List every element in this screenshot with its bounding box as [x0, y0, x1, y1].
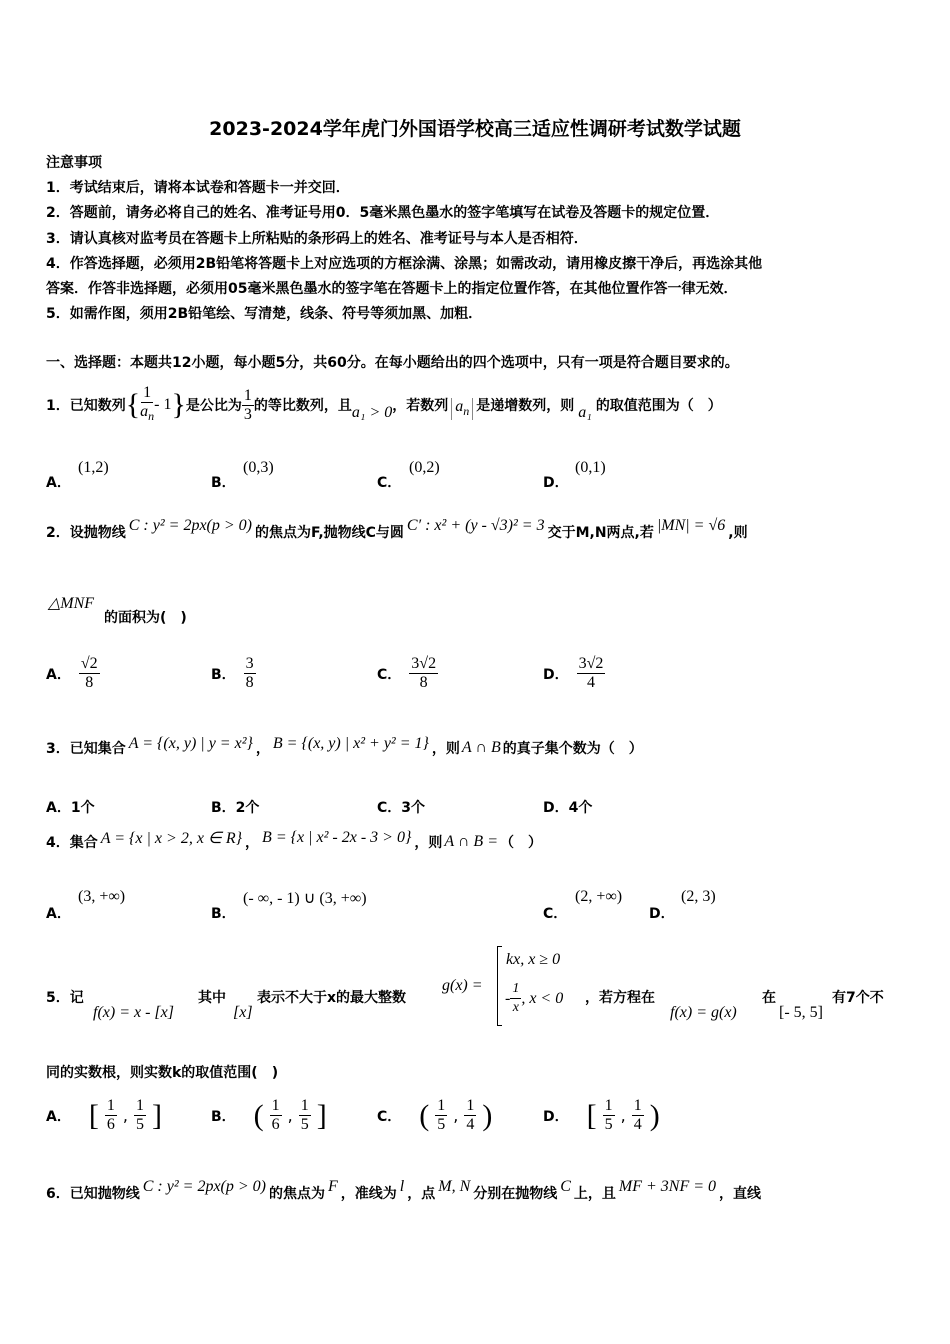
q2-option-c[interactable]: C． $\frac{3√2}{8}$	[377, 655, 437, 691]
q6-vector-eq: MF + 3NF = 0	[618, 1178, 717, 1195]
q1-option-a-value: (1,2)	[78, 459, 109, 476]
note-item: 2．答题前，请务必将自己的姓名、准考证号用0．5毫米黑色墨水的签字笔填写在试卷及答题卡的规定位置．	[46, 205, 720, 221]
q1-text: 的等比数列，且	[253, 398, 352, 414]
q2-number: 2．设抛物线	[46, 525, 126, 541]
q5-case-1: kx, x ≥ 0	[506, 951, 561, 968]
q5-text: ，若方程在	[585, 990, 655, 1006]
q2-text: 交于M,N两点,若	[547, 525, 654, 541]
q5-case-2: - $\frac{1}{x}$ , x < 0	[505, 981, 564, 1015]
q2-text: 的焦点为F,抛物线C与圆	[255, 525, 404, 541]
q4-number: 4．集合	[46, 835, 98, 851]
q4-intersection: A ∩ B =	[444, 833, 498, 850]
q1-fraction: $\frac{1}{a_n}$	[140, 384, 155, 424]
q2-mn: |MN| = √6	[656, 517, 726, 534]
question-2	[46, 517, 748, 542]
q1-option-c-value: (0,2)	[409, 459, 440, 476]
q5-option-b[interactable]: B． ( $\frac{1}{6}$ , $\frac{1}{5}$ ]	[211, 1097, 327, 1133]
brace-open: {	[125, 388, 141, 421]
q1-option-b[interactable]: B．	[211, 475, 236, 491]
q1-ratio: $\frac{1}{3}$	[243, 386, 252, 423]
q2-text: ,则	[728, 525, 748, 541]
q5-bracket: [x]	[233, 1004, 253, 1021]
q5-f: f(x) = x - [x]	[93, 1004, 174, 1021]
q2-option-b[interactable]: B． $\frac{3}{8}$	[211, 655, 254, 691]
q3-number: 3．已知集合	[46, 741, 126, 757]
q5-text-line2: 同的实数根，则实数k的取值范围( )	[46, 1065, 279, 1081]
question-6: 6．已知抛物线 C : y² = 2px(p > 0) 的焦点为 F ，准线为 l ，点 M, N 分别在抛物线 C 上，且 MF + 3NF = 0 ，直线	[46, 1178, 762, 1202]
q2-option-a[interactable]: A． $\frac{√2}{8}$	[46, 655, 98, 691]
notes-heading: 注意事项	[46, 155, 102, 171]
q3-intersection: A ∩ B	[461, 739, 501, 756]
q1-option-b-value: (0,3)	[243, 459, 274, 476]
q4-set-a: A = {x | x > 2, x ∈ R}	[100, 830, 243, 847]
q5-text: 在	[762, 990, 776, 1006]
q5-option-c[interactable]: C． ( $\frac{1}{5}$ , $\frac{1}{4}$ )	[377, 1097, 493, 1133]
q4-option-a[interactable]: A．	[46, 906, 71, 922]
q5-text: 表示不大于x的最大整数	[257, 990, 407, 1006]
q1-option-d-value: (0,1)	[575, 459, 606, 476]
q4-option-a-value: (3, +∞)	[78, 888, 126, 905]
q3-option-c[interactable]: C．3个	[377, 800, 426, 816]
q6-parabola: C : y² = 2px(p > 0)	[142, 1178, 266, 1195]
note-item: 3．请认真核对监考员在答题卡上所粘贴的条形码上的姓名、准考证号与本人是否相符．	[46, 231, 588, 247]
q1-sequence: $a_n$	[451, 398, 473, 419]
section-heading: 一、选择题：本题共12小题，每小题5分，共60分。在每小题给出的四个选项中，只有一项是符合题目要求的。	[46, 355, 739, 371]
q5-number: 5．记	[46, 990, 84, 1006]
q1-text: ，若数列	[392, 398, 449, 414]
q4-option-d-value: (2, 3)	[681, 888, 716, 905]
q5-text: 其中	[198, 990, 226, 1006]
q4-option-c[interactable]: C．	[543, 906, 568, 922]
q5-interval: [- 5, 5]	[779, 1004, 823, 1021]
q2-circle: C′ : x² + (y - √3)² = 3	[406, 517, 545, 534]
q1-option-a[interactable]: A．	[46, 475, 71, 491]
q5-equation: f(x) = g(x)	[670, 1004, 737, 1021]
q1-option-c[interactable]: C．	[377, 475, 402, 491]
note-item: 4．作答选择题，必须用2B铅笔将答题卡上对应选项的方框涂满、涂黑；如需改动，请用橡皮擦干净后，再选涂其他	[46, 256, 763, 272]
question-1	[46, 375, 722, 435]
q1-text: 是公比为	[185, 398, 242, 414]
q2-triangle: △MNF	[48, 595, 95, 612]
q1-text: 是递增数列，则	[476, 398, 575, 414]
q2-option-d[interactable]: D． $\frac{3√2}{4}$	[543, 655, 604, 691]
q3-option-b[interactable]: B．2个	[211, 800, 260, 816]
q1-text: 的取值范围为（ ）	[595, 398, 722, 414]
q5-text: 有7个不	[832, 990, 884, 1006]
brace-close: }	[171, 388, 186, 421]
question-3: 3．已知集合 A = {(x, y) | y = x²} ， B = {(x, y) | x² + y² = 1} ，则 A ∩ B 的真子集个数为（ ）	[46, 735, 643, 757]
q1-condition: a₁ > 0	[351, 404, 393, 421]
q1-a1: a₁	[578, 404, 592, 421]
q5-g: g(x) =	[442, 977, 483, 994]
q3-option-d[interactable]: D．4个	[543, 800, 593, 816]
note-item: 5．如需作图，须用2B铅笔绘、写清楚，线条、符号等须加黑、加粗．	[46, 306, 483, 322]
q1-minus-one: - 1	[154, 396, 172, 413]
q5-option-d[interactable]: D． [ $\frac{1}{5}$ , $\frac{1}{4}$ )	[543, 1097, 660, 1133]
q4-option-d[interactable]: D．	[649, 906, 675, 922]
q1-number: 1．已知数列	[46, 398, 126, 414]
q6-number: 6．已知抛物线	[46, 1186, 140, 1202]
q1-option-d[interactable]: D．	[543, 475, 569, 491]
note-item: 1．考试结束后，请将本试卷和答题卡一并交回．	[46, 180, 350, 196]
q4-option-b[interactable]: B．	[211, 906, 236, 922]
q3-set-a: A = {(x, y) | y = x²}	[128, 735, 253, 752]
q2-text: 的面积为( )	[104, 610, 187, 626]
q5-case-brace	[497, 946, 502, 1026]
q4-option-b-value: (- ∞, - 1) ∪ (3, +∞)	[243, 890, 367, 907]
page-title: 2023-2024学年虎门外国语学校高三适应性调研考试数学试题	[209, 118, 741, 140]
q4-option-c-value: (2, +∞)	[575, 888, 623, 905]
note-item: 答案．作答非选择题，必须用05毫米黑色墨水的签字笔在答题卡上的指定位置作答，在其他位置作答一律无效．	[46, 281, 738, 297]
q5-option-a[interactable]: A． [ $\frac{1}{6}$ , $\frac{1}{5}$ ]	[46, 1097, 162, 1133]
q3-option-a[interactable]: A．1个	[46, 800, 95, 816]
q2-parabola: C : y² = 2px(p > 0)	[128, 517, 252, 534]
q4-set-b: B = {x | x² - 2x - 3 > 0}	[262, 829, 412, 846]
question-4: 4．集合 A = {x | x > 2, x ∈ R} ， B = {x | x² - 2x - 3 > 0} ，则 A ∩ B = （ ）	[46, 829, 542, 851]
q3-set-b: B = {(x, y) | x² + y² = 1}	[272, 735, 429, 752]
